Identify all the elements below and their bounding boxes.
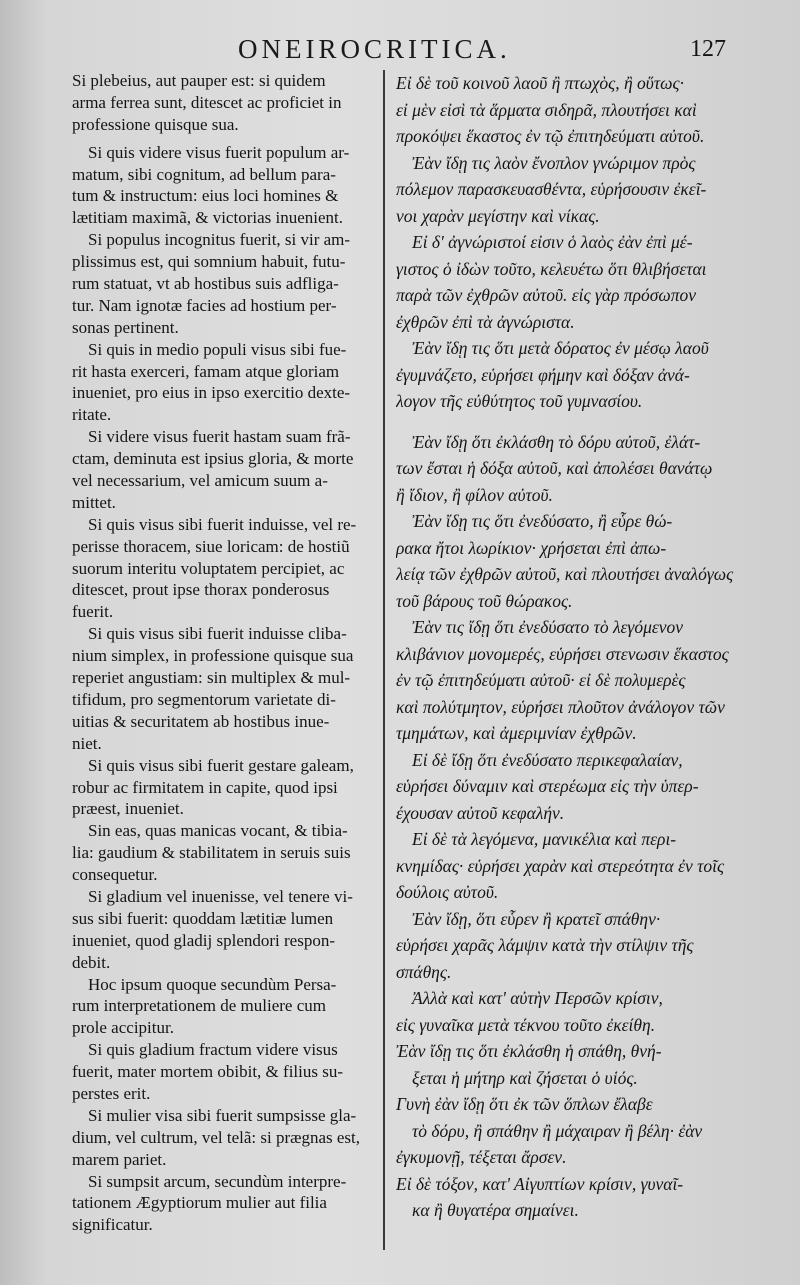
text-line: tur. Nam ignotæ facies ad hostium per- (72, 295, 337, 315)
column-divider (383, 70, 385, 1250)
text-line: προκόψει ἕκαστος ἐν τῷ ἐπιτηδεύματι αὐτοῦ. (396, 126, 705, 146)
page-header (0, 34, 800, 70)
text-line: ἐγυμνάζετο, εὑρήσει φήμην καὶ δόξαν ἀνά- (396, 364, 690, 385)
text-line: matum, sibi cognitum, ad bellum para- (72, 164, 336, 184)
text-line: professione quisque sua. (72, 114, 239, 134)
text-line: tum & instructum: eius loci homines & (72, 186, 339, 206)
greek-text-column (396, 70, 786, 1224)
text-line: πόλεμον παρασκευασθέντα, εὑρήσουσιν ἐκεῖ- (396, 179, 707, 199)
text-line: Si populus incognitus fuerit, si vir am- (88, 230, 351, 250)
text-line: ἢ ἴδιον, ἢ φίλον αὐτοῦ. (396, 484, 553, 505)
text-line: mittet. (72, 492, 116, 512)
text-line: inueniet, pro eius in ipso exercitio dexte- (72, 383, 351, 403)
text-line: debit. (72, 952, 111, 972)
text-line: perstes erit. (72, 1083, 151, 1103)
text-line: εἰς γυναῖκα μετὰ τέκνου τοῦτο ἐκείθη. (396, 1014, 656, 1035)
text-line: τὸ δόρυ, ἢ σπάθην ἢ μάχαιραν ἢ βέλη· ἐὰν (412, 1120, 703, 1141)
text-line: rit hasta exerceri, famam atque gloriam (72, 361, 340, 381)
text-line: Si quis videre visus fuerit populum ar- (88, 142, 350, 162)
text-line: sonas pertinent. (72, 317, 179, 337)
text-line: Ἐὰν τις ἴδῃ ὅτι ἐνεδύσατο τὸ λεγόμενον (412, 617, 684, 637)
text-line: παρὰ τῶν ἐχθρῶν αὐτοῦ. εἰς γὰρ πρόσωπον (396, 285, 697, 305)
text-line: sus sibi fuerit: quoddam lætitiæ lumen (72, 908, 334, 928)
text-line: fuerit. (72, 602, 114, 622)
text-line: Εἰ δὲ τόξον, κατ' Αἰγυπτίων κρίσιν, γυναῖ- (396, 1173, 684, 1194)
text-line: niet. (72, 733, 102, 753)
text-line: rum interpretationem de muliere cum (72, 996, 326, 1016)
text-line: tifidum, pro segmentorum varietate di- (72, 689, 336, 709)
text-line: Si sumpsit arcum, secundùm interpre- (88, 1171, 347, 1191)
text-line: ρακα ἤτοι λωρίκιον· χρήσεται ἐπὶ ἀπω- (396, 537, 667, 558)
text-line: arma ferrea sunt, ditescet ac proficiet in (72, 92, 342, 112)
text-line: Sin eas, quas manicas vocant, & tibia- (88, 821, 348, 841)
text-line: κνημίδας· εὑρήσει χαρὰν καὶ στερεότητα ἐν τοῖς (396, 855, 725, 876)
text-line: έχουσαν αὐτοῦ κεφαλήν. (396, 802, 565, 823)
text-line: præest, inueniet. (72, 799, 184, 819)
text-line: Si quis visus sibi fuerit induisse, vel re- (88, 514, 357, 534)
text-line: γιστος ὁ ἰδὼν τοῦτο, κελευέτω ὅτι θλιβήσεται (396, 258, 707, 279)
text-line: τοῦ βάρους τοῦ θώρακος. (396, 590, 573, 611)
text-line: Ἐὰν ἴδῃ, ὅτι εὗρεν ἢ κρατεῖ σπάθην· (412, 908, 661, 929)
text-line: lætitiam maximã, & victorias inuenient. (72, 208, 344, 228)
text-line: fuerit, mater mortem obibit, & filius su- (72, 1062, 344, 1082)
text-line: ξεται ἡ μήτηρ καὶ ζήσεται ὁ υἱός. (412, 1067, 638, 1088)
text-line: Ἐὰν ἴδῃ τις ὅτι ἐνεδύσατο, ἢ εὗρε θώ- (412, 511, 673, 531)
text-line: consequetur. (72, 865, 158, 885)
text-line: Si quis visus sibi fuerit induisse cliba- (88, 624, 347, 644)
text-line: Ἐὰν ἴδῃ ὅτι ἐκλάσθη τὸ δόρυ αὐτοῦ, ἐλάτ- (412, 431, 701, 452)
text-line: Si videre visus fuerit hastam suam frã- (88, 427, 351, 447)
text-line: nium simplex, in professione quisque sua (72, 646, 354, 666)
text-line: κα ἢ θυγατέρα σημαίνει. (412, 1200, 579, 1220)
text-line: Si mulier visa sibi fuerit sumpsisse gla- (88, 1105, 357, 1125)
text-line: Si gladium vel inuenisse, vel tenere vi- (88, 886, 353, 906)
text-line: λείᾳ τῶν ἐχθρῶν αὐτοῦ, καὶ πλουτήσει ἀναλόγως (396, 564, 734, 584)
text-line: tationem Ægyptiorum mulier aut filia (72, 1193, 327, 1213)
text-line: Ἐὰν ἴδῃ τις ὅτι ἐκλάσθη ἡ σπάθη, θνή- (396, 1041, 662, 1061)
text-line: Hoc ipsum quoque secundùm Persa- (88, 974, 337, 994)
text-line: δούλοις αὐτοῦ. (396, 882, 499, 902)
text-line: εἰ μὲν εἰσὶ τὰ ἅρματα σιδηρᾶ, πλουτήσει καὶ (396, 99, 697, 120)
page-number: 127 (690, 36, 726, 62)
text-line: σπάθης. (396, 961, 452, 982)
text-line: ἐγκυμονῇ, τέξεται ἄρσεν. (396, 1147, 567, 1167)
text-line: ditescet, prout ipse thorax ponderosus (72, 580, 330, 600)
text-line: reperiet angustiam: sin multiplex & mul- (72, 668, 351, 688)
text-line: Εἰ δὲ ἴδῃ ὅτι ἐνεδύσατο περικεφαλαίαν, (412, 749, 683, 770)
text-line: εὑρήσει χαρᾶς λάμψιν κατὰ τὴν στίλψιν τῆς (396, 935, 694, 955)
text-line: significatur. (72, 1215, 153, 1235)
text-line: ritate. (72, 405, 112, 425)
text-line: εὑρήσει δύναμιν καὶ στερέωμα εἰς τὴν ὑπερ- (396, 776, 699, 796)
text-line: Εἰ δ' ἀγνώριστοί εἰσιν ὁ λαὸς ἐὰν ἐπὶ μέ- (412, 232, 693, 252)
text-line: inueniet, quod gladij splendori respon- (72, 930, 335, 950)
text-line: vel necessarium, vel amicum suum a- (72, 471, 328, 491)
text-line: Si quis in medio populi visus sibi fue- (88, 339, 347, 359)
text-line: dium, vel cultrum, vel telã: si prægnas est, (72, 1127, 361, 1147)
text-line (396, 415, 786, 429)
text-line: τμημάτων, καὶ ἀμεριμνίαν ἐχθρῶν. (396, 723, 637, 743)
text-line: Γυνὴ ἐὰν ἴδῃ ὅτι ἐκ τῶν ὅπλων ἔλαβε (396, 1094, 653, 1114)
text-line: Εἰ δὲ τοῦ κοινοῦ λαοῦ ἢ πτωχὸς, ἢ οὕτως· (396, 73, 684, 93)
text-line: rum statuat, vt ab hostibus suis adfliga- (72, 274, 339, 294)
text-line: prole accipitur. (72, 1018, 174, 1038)
text-line: Ἐὰν ἴδῃ τις ὅτι μετὰ δόρατος ἐν μέσῳ λαοῦ (412, 338, 709, 358)
text-line: robur ac firmitatem in capite, quod ipsi (72, 777, 338, 797)
text-line: νοι χαρὰν μεγίστην καὶ νίκας. (396, 205, 600, 226)
text-line: των ἔσται ἡ δόξα αὐτοῦ, καὶ ἀπολέσει θανάτῳ (396, 458, 713, 478)
text-line: λογον τῆς εὐθύτητος τοῦ γυμνασίου. (396, 391, 643, 411)
text-line: lia: gaudium & stabilitatem in seruis suis (72, 843, 351, 863)
text-line: κλιβάνιον μονομερές, εὑρήσει στενωσιν ἕκαστος (396, 643, 729, 664)
text-line: ἐχθρῶν ἐπὶ τὰ ἀγνώριστα. (396, 311, 575, 332)
latin-text-column (72, 70, 372, 1236)
text-line: ἐν τῷ ἐπιτηδεύματι αὐτοῦ· εἰ δὲ πολυμερὲς (396, 670, 686, 690)
text-line: Si quis gladium fractum videre visus (88, 1040, 338, 1060)
text-line: uitias & securitatem ab hostibus inue- (72, 711, 330, 731)
running-title: ONEIROCRITICA. (238, 34, 511, 64)
text-line: Si quis visus sibi fuerit gestare galeam, (88, 755, 354, 775)
text-line: Si plebeius, aut pauper est: si quidem (72, 71, 326, 90)
text-line: καὶ πολύτμητον, εὑρήσει πλοῦτον ἀνάλογον τῶν (396, 696, 725, 717)
text-line: ctam, deminuta est ipsius gloria, & morte (72, 449, 354, 469)
text-line: Εἰ δὲ τὰ λεγόμενα, μανικέλια καὶ περι- (412, 829, 677, 849)
text-line: suorum interitu voluptatem percipiet, ac (72, 558, 345, 578)
text-line: Ἐὰν ἴδῃ τις λαὸν ἔνοπλον γνώριμον πρὸς (412, 152, 696, 173)
text-line: perisse thoracem, siue loricam: de hostiũ (72, 536, 350, 556)
text-line: Ἀλλὰ καὶ κατ' αὐτὴν Περσῶν κρίσιν, (412, 988, 663, 1008)
text-line: marem pariet. (72, 1149, 167, 1169)
text-line: plissimus est, qui somnium habuit, futu- (72, 252, 346, 272)
